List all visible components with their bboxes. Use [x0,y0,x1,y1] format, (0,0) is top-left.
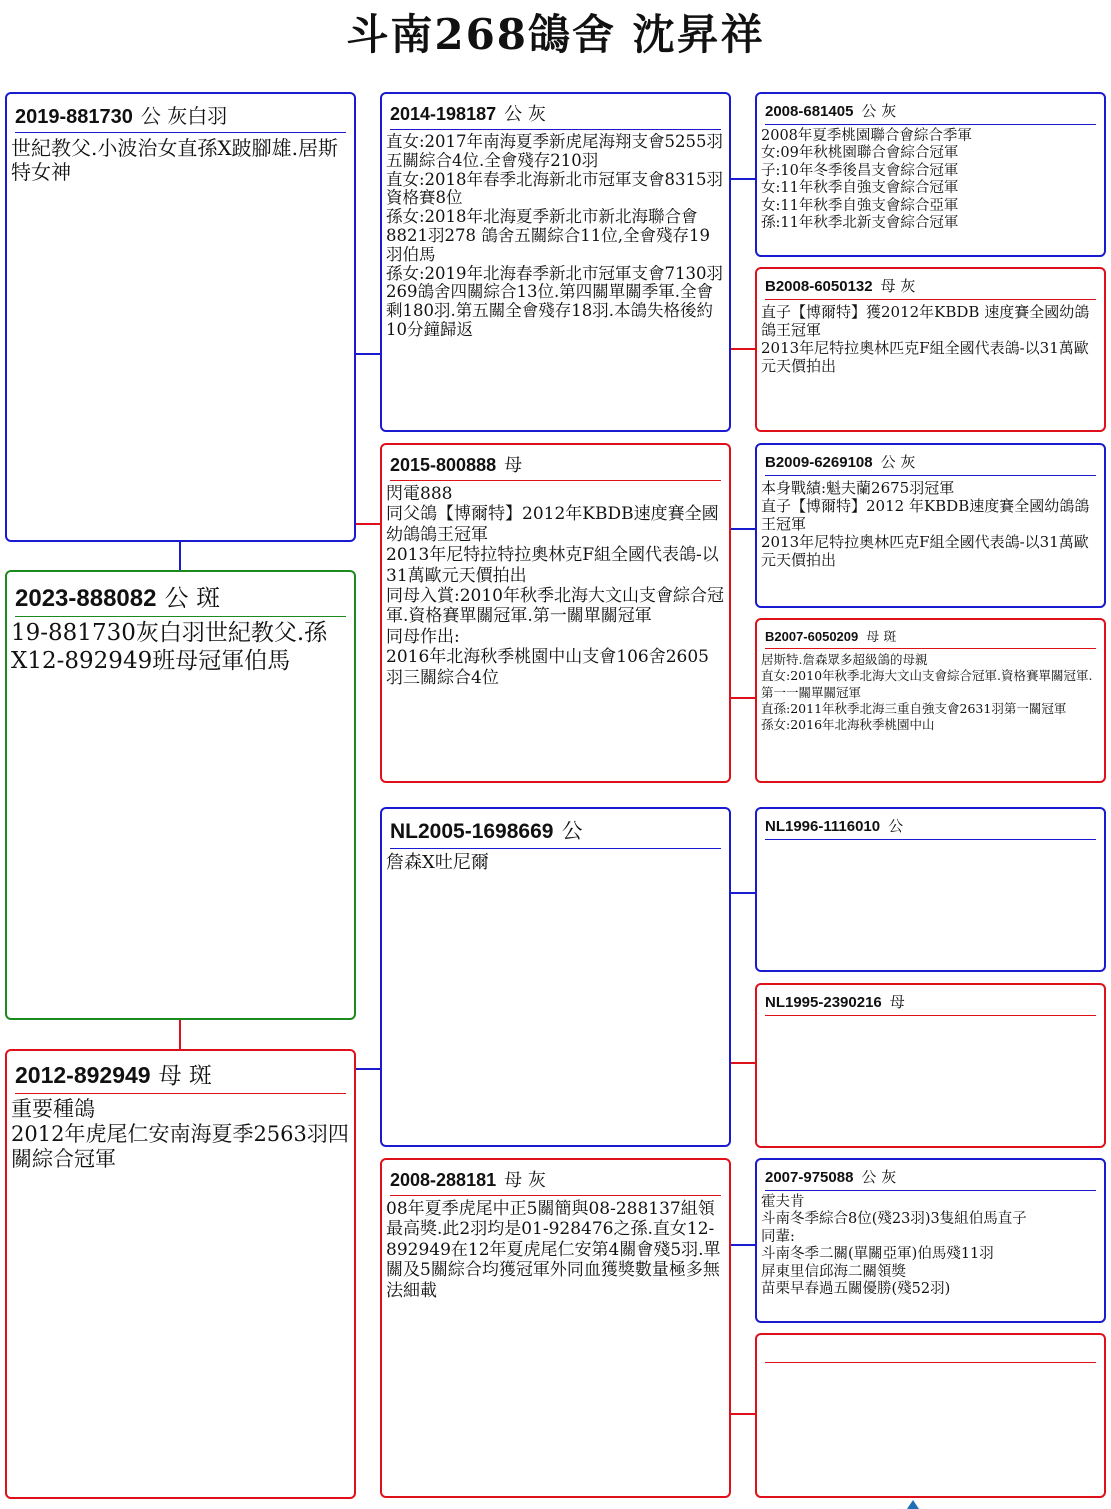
connector-line [729,348,755,350]
dam-card [5,1049,356,1499]
sex-color: 母 斑 [158,1063,212,1089]
sex-color: 公 灰 [861,102,897,120]
ring-number: 2012-892949 [15,1062,151,1088]
connector-line [179,1019,181,1051]
dam-dam-card [380,1158,731,1498]
sex-color: 母 [889,993,905,1011]
sire-card [5,92,356,542]
card-header [15,94,346,133]
sex-color: 公 灰 [504,104,546,125]
sex-color: 母 斑 [866,630,897,645]
card-notes: 世紀教父.小波治女直孫X跛腳雄.居斯特女神 [11,136,338,184]
card-header [390,94,721,130]
card-notes: 本身戰績:魁夫蘭2675羽冠軍 直子【博爾特】2012 年KBDB速度賽全國幼鴿鴿王冠軍 2013年尼特拉奧林匹克F組全國代表鴿-以31萬歐元天價拍出 [761,479,1090,569]
ring-number: B2009-6269108 [765,454,873,471]
card-header [15,1051,346,1094]
card-notes: 直女:2017年南海夏季新虎尾海翔支會5255羽五關綜合4位.全會殘存210羽 直女:2018年春季北海新北市冠軍支會8315羽資格賽8位 孫女:2018年北海夏季新北市新北海聯合會8821羽278 鴿舍五關綜合11位,全會殘存19羽伯馬 孫女:2019年北海春季新北市冠軍支會7130羽269鴿舍四關綜合13位.第四關單關季軍.全會剩180羽.第五關全會殘存18羽.本鴿失格後約10分鐘歸返 [386,132,724,339]
card-notes: 直子【博爾特】獲2012年KBDB 速度賽全國幼鴿鴿王冠軍 2013年尼特拉奧林匹克F組全國代表鴿-以31萬歐元天價拍出 [761,303,1090,375]
connector-line [729,1062,755,1064]
card-notes: 08年夏季虎尾中正5關簡與08-288137組領最高獎.此2羽均是01-928476之孫.直女12-892949在12年夏虎尾仁安第4關會殘5羽.單關及5關綜合均獲冠軍外同血獲獎數量極多無法細載 [386,1199,721,1301]
sex-color: 母 [504,455,523,476]
connector-line [729,1413,755,1415]
ring-number: NL2005-1698669 [390,820,554,843]
ring-number: 2014-198187 [390,104,497,124]
sex-color: 公 [888,817,904,835]
sdd-card [755,618,1106,783]
ring-number: 2008-681405 [765,103,854,120]
ring-number: 2023-888082 [15,585,157,612]
dss-card [755,807,1106,972]
card-header [765,1160,1096,1191]
ddd-card [755,1333,1106,1498]
card-notes: 重要種鴿 2012年虎尾仁安南海夏季2563羽四關綜合冠軍 [11,1097,349,1172]
sds-card [755,443,1106,608]
card-notes: 詹森X吐尼爾 [386,852,489,873]
card-header [390,809,721,849]
sire-sire-card [380,92,731,432]
sex-color: 公 灰白羽 [140,104,228,128]
dds-card [755,1158,1106,1323]
dam-sire-card [380,807,731,1147]
sex-color: 母 灰 [880,277,916,295]
sex-color: 公 灰 [861,1168,897,1186]
page-title: 斗南268鴿舍 沈昇祥 [346,10,765,59]
card-header [390,1160,721,1196]
connector-line [729,892,755,894]
card-header [765,94,1096,125]
sire-dam-card [380,443,731,783]
ring-number: 2007-975088 [765,1169,854,1186]
card-header [390,445,721,481]
ring-number: 2008-288181 [390,1170,497,1190]
ring-number: NL1996-1116010 [765,818,881,835]
connector-line [729,1244,755,1246]
connector-line [354,353,380,355]
connector-line [729,528,755,530]
card-header [765,1335,1096,1363]
connector-line [354,523,380,525]
corner-mark-icon [905,1500,921,1509]
connector-line [729,178,755,180]
card-header [765,445,1096,476]
card-notes: 2008年夏季桃園聯合會綜合季軍 女:09年秋桃園聯合會綜合冠軍 子:10年冬季後昌支會綜合冠軍 女:11年秋季自強支會綜合冠軍 女:11年秋季自強支會綜合亞軍 孫:11年秋季北新支會綜合冠軍 [761,128,972,231]
card-header [765,620,1096,649]
card-notes: 霍夫肯 斗南冬季綜合8位(殘23羽)3隻組伯馬直子 同輩: 斗南冬季二關(單關亞軍)伯馬殘11羽 屏東里信邱海二關領獎 苗栗早春過五關優勝(殘52羽) [761,1194,1027,1297]
sex-color: 公 灰 [880,453,916,471]
ring-number: 2019-881730 [15,106,133,128]
ring-number: B2007-6050209 [765,629,859,644]
dsd-card [755,983,1106,1148]
connector-line [354,1068,380,1070]
card-notes: 居斯特.詹森眾多超級鴿的母親 直女:2010年秋季北海大文山支會綜合冠軍.資格賽單關冠軍.第一一關單關冠軍 直孫:2011年秋季北海三重自強支會2631羽第一關冠軍 孫女:2016年北海秋季桃園中山 [761,652,1093,732]
subject-card [5,570,356,1020]
card-notes: 19-881730灰白羽世紀教父.孫X12-892949班母冠軍伯馬 [11,620,328,674]
connector-line [729,697,755,699]
sss-card [755,92,1106,257]
ssd-card [755,267,1106,432]
card-notes: 閃電888 同父鴿【博爾特】2012年KBDB速度賽全國幼鴿鴿王冠軍 2013年尼特拉特拉奧林克F組全國代表鴿-以31萬歐元天價拍出 同母入賞:2010年秋季北海大文山支會綜合冠軍.資格賽單關冠軍.第一關單關冠軍 同母作出: 2016年北海秋季桃園中山支會106舍2605羽三關綜合4位 [386,484,724,688]
ring-number: B2008-6050132 [765,278,873,295]
ring-number: 2015-800888 [390,455,497,475]
sex-color: 公 [561,819,583,843]
card-header [765,269,1096,300]
ring-number: NL1995-2390216 [765,994,882,1011]
card-header [15,572,346,617]
card-header [765,985,1096,1016]
sex-color: 公 斑 [164,584,221,612]
connector-line [179,540,181,572]
sex-color: 母 灰 [504,1170,546,1191]
card-header [765,809,1096,840]
